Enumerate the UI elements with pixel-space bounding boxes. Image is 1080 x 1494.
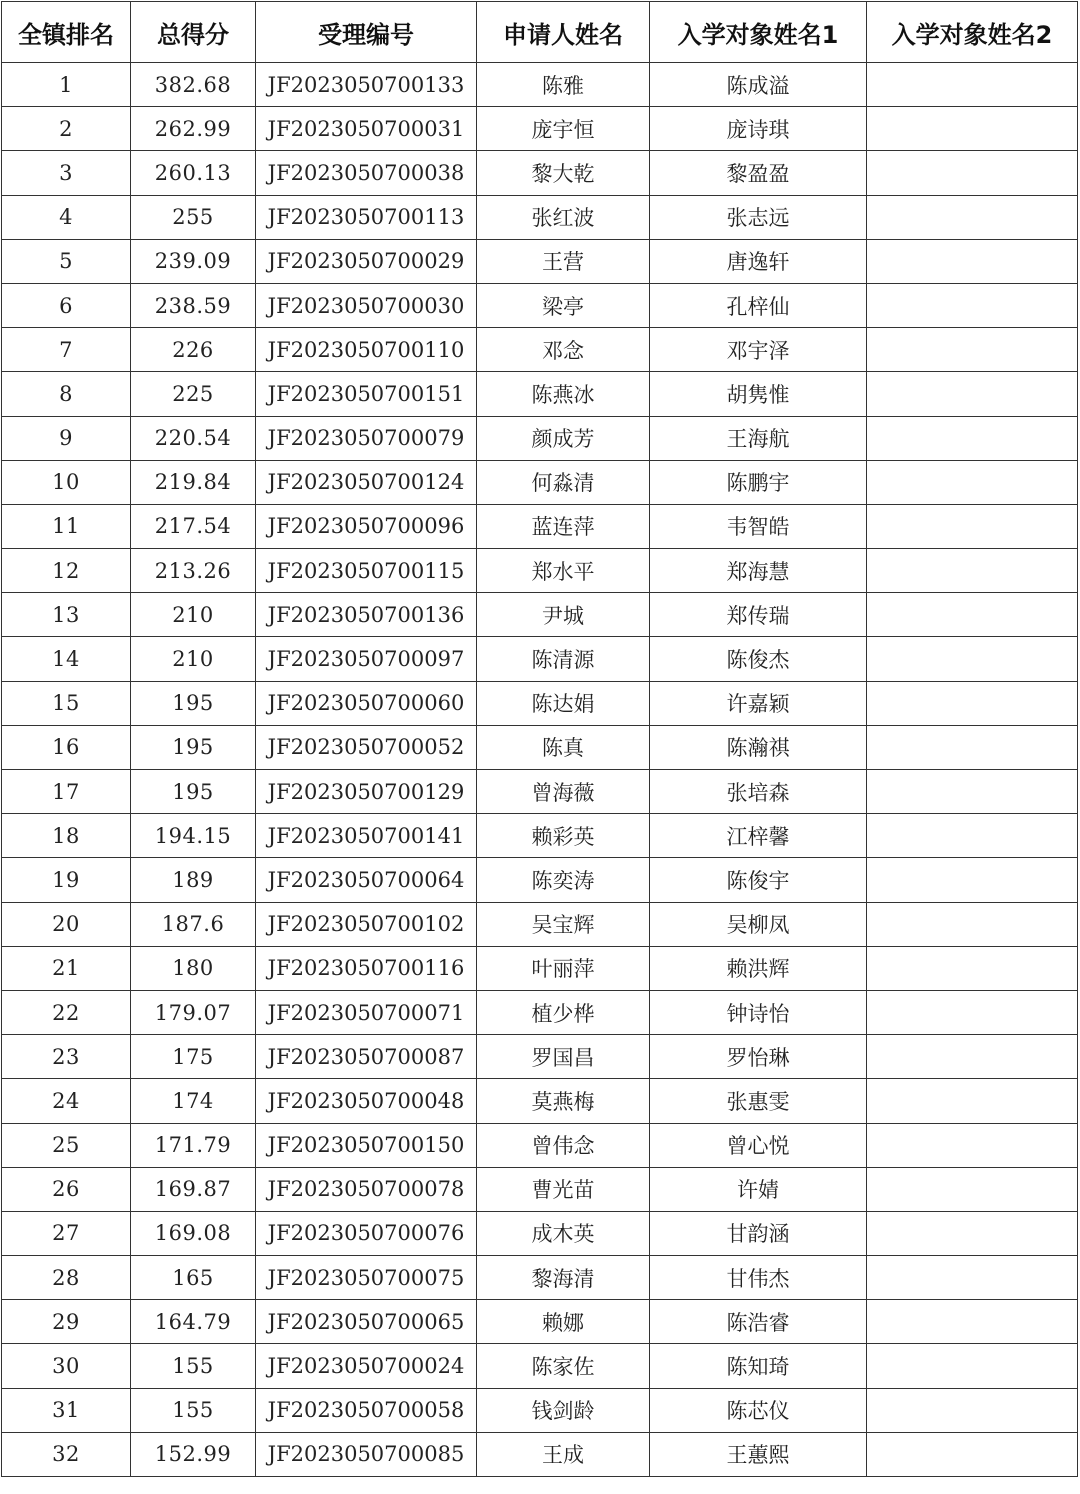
cell-rank: 8 — [2, 372, 131, 416]
cell-student1: 韦智皓 — [650, 504, 867, 548]
cell-score: 262.99 — [131, 107, 256, 151]
cell-id: JF2023050700085 — [256, 1432, 477, 1476]
cell-id: JF2023050700102 — [256, 902, 477, 946]
cell-score: 180 — [131, 946, 256, 990]
cell-student2 — [867, 1123, 1078, 1167]
cell-rank: 6 — [2, 283, 131, 327]
cell-rank: 17 — [2, 770, 131, 814]
table-row — [2, 946, 1078, 990]
cell-rank: 21 — [2, 946, 131, 990]
table-row — [2, 328, 1078, 372]
table-row — [2, 902, 1078, 946]
cell-student1: 张惠雯 — [650, 1079, 867, 1123]
table-row — [2, 1344, 1078, 1388]
table-row — [2, 1432, 1078, 1476]
cell-applicant: 吴宝辉 — [477, 902, 650, 946]
cell-rank: 15 — [2, 681, 131, 725]
cell-score: 225 — [131, 372, 256, 416]
cell-applicant: 蓝连萍 — [477, 504, 650, 548]
cell-student2 — [867, 328, 1078, 372]
cell-student2 — [867, 460, 1078, 504]
cell-score: 155 — [131, 1344, 256, 1388]
table-row — [2, 990, 1078, 1034]
cell-student2 — [867, 1167, 1078, 1211]
header-score: 总得分 — [131, 2, 256, 63]
cell-rank: 12 — [2, 549, 131, 593]
cell-score: 169.08 — [131, 1211, 256, 1255]
cell-rank: 10 — [2, 460, 131, 504]
cell-applicant: 陈奕涛 — [477, 858, 650, 902]
cell-id: JF2023050700110 — [256, 328, 477, 372]
cell-score: 382.68 — [131, 63, 256, 107]
cell-id: JF2023050700071 — [256, 990, 477, 1034]
cell-id: JF2023050700024 — [256, 1344, 477, 1388]
cell-student2 — [867, 770, 1078, 814]
cell-applicant: 陈清源 — [477, 637, 650, 681]
cell-student1: 郑海慧 — [650, 549, 867, 593]
cell-id: JF2023050700150 — [256, 1123, 477, 1167]
cell-student2 — [867, 1300, 1078, 1344]
cell-student2 — [867, 1432, 1078, 1476]
cell-rank: 19 — [2, 858, 131, 902]
header-rank: 全镇排名 — [2, 2, 131, 63]
cell-id: JF2023050700133 — [256, 63, 477, 107]
cell-student2 — [867, 1388, 1078, 1432]
cell-student1: 陈瀚祺 — [650, 725, 867, 769]
cell-student1: 张志远 — [650, 195, 867, 239]
cell-rank: 1 — [2, 63, 131, 107]
cell-score: 189 — [131, 858, 256, 902]
cell-rank: 9 — [2, 416, 131, 460]
cell-rank: 26 — [2, 1167, 131, 1211]
cell-student1: 邓宇泽 — [650, 328, 867, 372]
cell-student1: 孔梓仙 — [650, 283, 867, 327]
cell-applicant: 黎海清 — [477, 1256, 650, 1300]
table-row — [2, 460, 1078, 504]
cell-applicant: 陈燕冰 — [477, 372, 650, 416]
cell-student2 — [867, 239, 1078, 283]
cell-applicant: 植少桦 — [477, 990, 650, 1034]
cell-id: JF2023050700031 — [256, 107, 477, 151]
cell-score: 152.99 — [131, 1432, 256, 1476]
cell-student1: 钟诗怡 — [650, 990, 867, 1034]
cell-student1: 黎盈盈 — [650, 151, 867, 195]
cell-score: 195 — [131, 770, 256, 814]
cell-student2 — [867, 63, 1078, 107]
cell-student2 — [867, 416, 1078, 460]
cell-applicant: 曾海薇 — [477, 770, 650, 814]
cell-rank: 7 — [2, 328, 131, 372]
header-student2: 入学对象姓名2 — [867, 2, 1078, 63]
cell-rank: 4 — [2, 195, 131, 239]
cell-id: JF2023050700096 — [256, 504, 477, 548]
cell-score: 179.07 — [131, 990, 256, 1034]
table-body — [2, 63, 1078, 1477]
cell-id: JF2023050700075 — [256, 1256, 477, 1300]
cell-score: 219.84 — [131, 460, 256, 504]
cell-rank: 11 — [2, 504, 131, 548]
cell-applicant: 黎大乾 — [477, 151, 650, 195]
cell-student2 — [867, 283, 1078, 327]
cell-applicant: 赖彩英 — [477, 814, 650, 858]
cell-id: JF2023050700064 — [256, 858, 477, 902]
cell-student2 — [867, 1344, 1078, 1388]
cell-applicant: 邓念 — [477, 328, 650, 372]
cell-score: 187.6 — [131, 902, 256, 946]
cell-rank: 20 — [2, 902, 131, 946]
table-row — [2, 1256, 1078, 1300]
cell-rank: 22 — [2, 990, 131, 1034]
cell-rank: 27 — [2, 1211, 131, 1255]
cell-student2 — [867, 725, 1078, 769]
table-row — [2, 283, 1078, 327]
cell-rank: 3 — [2, 151, 131, 195]
table-row — [2, 63, 1078, 107]
cell-applicant: 颜成芳 — [477, 416, 650, 460]
cell-student1: 吴柳凤 — [650, 902, 867, 946]
cell-student1: 王海航 — [650, 416, 867, 460]
cell-student2 — [867, 1256, 1078, 1300]
cell-applicant: 罗国昌 — [477, 1035, 650, 1079]
cell-id: JF2023050700097 — [256, 637, 477, 681]
cell-rank: 13 — [2, 593, 131, 637]
cell-id: JF2023050700052 — [256, 725, 477, 769]
cell-student1: 陈浩睿 — [650, 1300, 867, 1344]
cell-score: 164.79 — [131, 1300, 256, 1344]
cell-student2 — [867, 681, 1078, 725]
cell-score: 238.59 — [131, 283, 256, 327]
table-row — [2, 504, 1078, 548]
cell-rank: 24 — [2, 1079, 131, 1123]
cell-rank: 29 — [2, 1300, 131, 1344]
table-row — [2, 1300, 1078, 1344]
cell-student2 — [867, 858, 1078, 902]
cell-applicant: 尹城 — [477, 593, 650, 637]
cell-id: JF2023050700124 — [256, 460, 477, 504]
table-row — [2, 770, 1078, 814]
cell-student1: 张培森 — [650, 770, 867, 814]
cell-applicant: 张红波 — [477, 195, 650, 239]
cell-id: JF2023050700058 — [256, 1388, 477, 1432]
cell-id: JF2023050700038 — [256, 151, 477, 195]
table-row — [2, 416, 1078, 460]
cell-score: 175 — [131, 1035, 256, 1079]
cell-score: 239.09 — [131, 239, 256, 283]
cell-score: 255 — [131, 195, 256, 239]
cell-score: 194.15 — [131, 814, 256, 858]
cell-score: 171.79 — [131, 1123, 256, 1167]
cell-id: JF2023050700029 — [256, 239, 477, 283]
cell-student1: 陈知琦 — [650, 1344, 867, 1388]
cell-applicant: 庞宇恒 — [477, 107, 650, 151]
table-row — [2, 681, 1078, 725]
cell-applicant: 莫燕梅 — [477, 1079, 650, 1123]
cell-applicant: 赖娜 — [477, 1300, 650, 1344]
cell-applicant: 叶丽萍 — [477, 946, 650, 990]
cell-rank: 31 — [2, 1388, 131, 1432]
table-row — [2, 1035, 1078, 1079]
table-row — [2, 151, 1078, 195]
cell-student1: 郑传瑞 — [650, 593, 867, 637]
cell-id: JF2023050700076 — [256, 1211, 477, 1255]
cell-student1: 庞诗琪 — [650, 107, 867, 151]
cell-applicant: 陈真 — [477, 725, 650, 769]
table-row — [2, 372, 1078, 416]
cell-applicant: 王营 — [477, 239, 650, 283]
table-row — [2, 814, 1078, 858]
cell-score: 210 — [131, 637, 256, 681]
cell-student2 — [867, 637, 1078, 681]
cell-id: JF2023050700087 — [256, 1035, 477, 1079]
cell-score: 260.13 — [131, 151, 256, 195]
cell-applicant: 陈家佐 — [477, 1344, 650, 1388]
cell-id: JF2023050700151 — [256, 372, 477, 416]
cell-rank: 30 — [2, 1344, 131, 1388]
cell-student1: 唐逸轩 — [650, 239, 867, 283]
table-row — [2, 1388, 1078, 1432]
cell-student1: 陈鹏宇 — [650, 460, 867, 504]
table-row — [2, 1167, 1078, 1211]
cell-student1: 陈成溢 — [650, 63, 867, 107]
table-row — [2, 1123, 1078, 1167]
cell-student1: 王蕙熙 — [650, 1432, 867, 1476]
cell-student2 — [867, 593, 1078, 637]
cell-student1: 陈俊宇 — [650, 858, 867, 902]
cell-id: JF2023050700129 — [256, 770, 477, 814]
cell-applicant: 王成 — [477, 1432, 650, 1476]
cell-student2 — [867, 549, 1078, 593]
cell-applicant: 梁亭 — [477, 283, 650, 327]
table-row — [2, 239, 1078, 283]
cell-rank: 14 — [2, 637, 131, 681]
cell-rank: 25 — [2, 1123, 131, 1167]
cell-applicant: 钱剑龄 — [477, 1388, 650, 1432]
cell-student2 — [867, 504, 1078, 548]
table-row — [2, 195, 1078, 239]
table-row — [2, 725, 1078, 769]
cell-id: JF2023050700113 — [256, 195, 477, 239]
cell-rank: 32 — [2, 1432, 131, 1476]
cell-rank: 2 — [2, 107, 131, 151]
cell-applicant: 何淼清 — [477, 460, 650, 504]
ranking-table — [1, 1, 1078, 1477]
cell-id: JF2023050700030 — [256, 283, 477, 327]
cell-student1: 甘韵涵 — [650, 1211, 867, 1255]
cell-student1: 许婧 — [650, 1167, 867, 1211]
cell-applicant: 陈达娟 — [477, 681, 650, 725]
header-applicant: 申请人姓名 — [477, 2, 650, 63]
cell-score: 217.54 — [131, 504, 256, 548]
cell-rank: 18 — [2, 814, 131, 858]
header-row — [2, 2, 1078, 63]
cell-student2 — [867, 814, 1078, 858]
cell-rank: 23 — [2, 1035, 131, 1079]
cell-score: 169.87 — [131, 1167, 256, 1211]
cell-student2 — [867, 990, 1078, 1034]
cell-id: JF2023050700136 — [256, 593, 477, 637]
cell-student1: 江梓馨 — [650, 814, 867, 858]
cell-applicant: 曾伟念 — [477, 1123, 650, 1167]
cell-id: JF2023050700078 — [256, 1167, 477, 1211]
cell-student1: 许嘉颖 — [650, 681, 867, 725]
table-row — [2, 1211, 1078, 1255]
header-student1: 入学对象姓名1 — [650, 2, 867, 63]
table-row — [2, 593, 1078, 637]
cell-score: 195 — [131, 681, 256, 725]
cell-student1: 曾心悦 — [650, 1123, 867, 1167]
cell-student2 — [867, 151, 1078, 195]
cell-score: 174 — [131, 1079, 256, 1123]
cell-id: JF2023050700048 — [256, 1079, 477, 1123]
cell-student1: 甘伟杰 — [650, 1256, 867, 1300]
cell-score: 195 — [131, 725, 256, 769]
cell-score: 226 — [131, 328, 256, 372]
cell-score: 213.26 — [131, 549, 256, 593]
cell-student2 — [867, 1211, 1078, 1255]
cell-score: 210 — [131, 593, 256, 637]
table-row — [2, 637, 1078, 681]
cell-rank: 28 — [2, 1256, 131, 1300]
cell-student2 — [867, 1035, 1078, 1079]
cell-id: JF2023050700079 — [256, 416, 477, 460]
cell-student2 — [867, 195, 1078, 239]
cell-applicant: 曹光苗 — [477, 1167, 650, 1211]
cell-student2 — [867, 372, 1078, 416]
cell-student2 — [867, 107, 1078, 151]
cell-id: JF2023050700116 — [256, 946, 477, 990]
cell-id: JF2023050700115 — [256, 549, 477, 593]
cell-score: 155 — [131, 1388, 256, 1432]
cell-id: JF2023050700065 — [256, 1300, 477, 1344]
cell-score: 220.54 — [131, 416, 256, 460]
cell-id: JF2023050700060 — [256, 681, 477, 725]
cell-student1: 罗怡琳 — [650, 1035, 867, 1079]
cell-rank: 16 — [2, 725, 131, 769]
cell-student1: 胡隽惟 — [650, 372, 867, 416]
table-row — [2, 107, 1078, 151]
table-row — [2, 549, 1078, 593]
cell-student1: 陈芯仪 — [650, 1388, 867, 1432]
cell-student2 — [867, 946, 1078, 990]
cell-applicant: 成木英 — [477, 1211, 650, 1255]
header-id: 受理编号 — [256, 2, 477, 63]
cell-applicant: 陈雅 — [477, 63, 650, 107]
cell-id: JF2023050700141 — [256, 814, 477, 858]
cell-student2 — [867, 1079, 1078, 1123]
cell-student1: 赖洪辉 — [650, 946, 867, 990]
table-row — [2, 858, 1078, 902]
cell-student2 — [867, 902, 1078, 946]
table-row — [2, 1079, 1078, 1123]
cell-score: 165 — [131, 1256, 256, 1300]
cell-applicant: 郑水平 — [477, 549, 650, 593]
cell-rank: 5 — [2, 239, 131, 283]
cell-student1: 陈俊杰 — [650, 637, 867, 681]
